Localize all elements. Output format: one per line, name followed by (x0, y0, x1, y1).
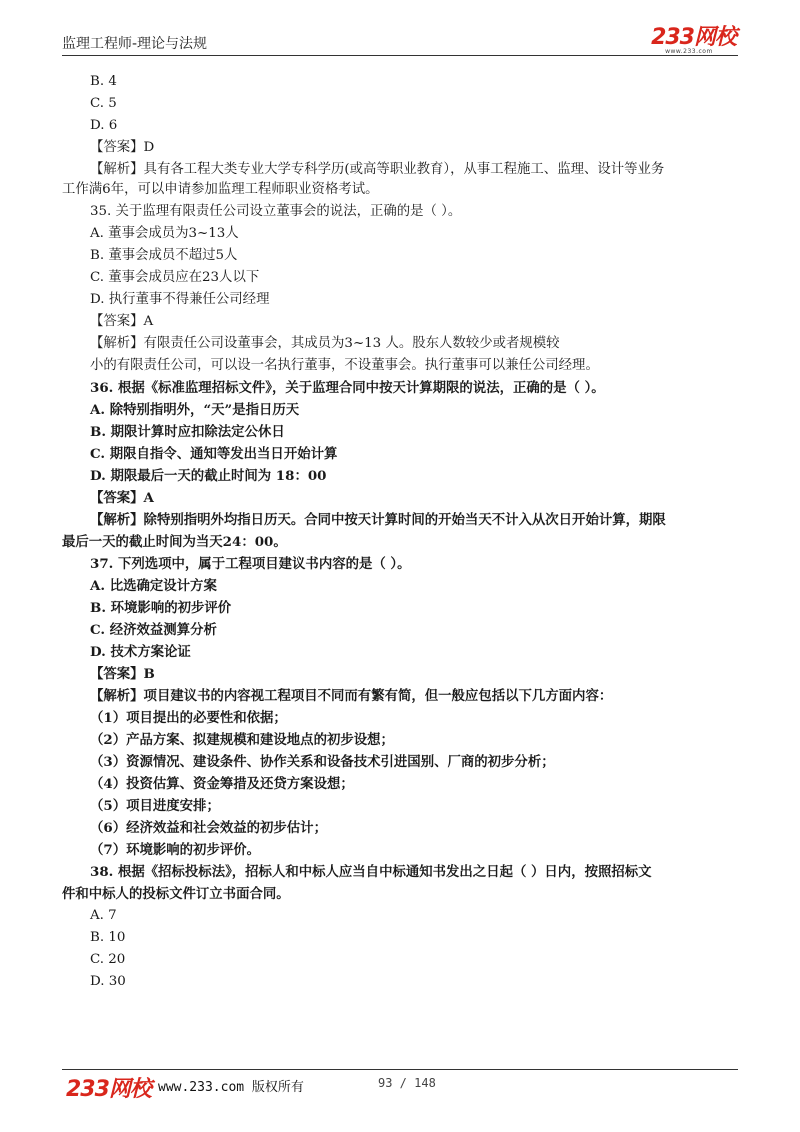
text-line: D. 执行董事不得兼任公司经理 (90, 292, 270, 307)
text-line: 【答案】A (90, 490, 154, 506)
text-line: B. 4 (90, 74, 117, 89)
text-line: （2）产品方案、拟建规模和建设地点的初步设想； (90, 732, 394, 748)
text-line: （5）项目进度安排； (90, 798, 220, 814)
text-line: （6）经济效益和社会效益的初步估计； (90, 820, 327, 836)
text-line: 【解析】除特别指明外均指日历天。合同中按天计算时间的开始当天不计入从次日开始计算，期限 (90, 512, 666, 528)
text-line: 36. 根据《标准监理招标文件》，关于监理合同中按天计算期限的说法，正确的是（ ）。 (90, 380, 605, 396)
text-line: D. 30 (90, 974, 126, 989)
text-line: 【解析】项目建议书的内容视工程项目不同而有繁有简，但一般应包括以下几方面内容： (90, 688, 613, 704)
page-header (0, 0, 800, 60)
text-line: 件和中标人的投标文件订立书面合同。 (62, 886, 290, 902)
text-line: C. 经济效益测算分析 (90, 622, 217, 638)
brand-logo-text: 233网校 (651, 25, 736, 50)
text-line: 【答案】A (90, 314, 154, 329)
text-line: 小的有限责任公司，可以设一名执行董事，不设董事会。执行董事可以兼任公司经理。 (90, 358, 599, 373)
text-line: B. 10 (90, 930, 126, 945)
text-line: 37. 下列选项中，属于工程项目建议书内容的是（ ）。 (90, 556, 411, 572)
text-line: D. 期限最后一天的截止时间为 18：00 (90, 468, 327, 484)
page-footer (0, 1060, 800, 1120)
text-line: （7）环境影响的初步评价。 (90, 842, 261, 858)
text-line: （3）资源情况、建设条件、协作关系和设备技术引进国别、厂商的初步分析； (90, 754, 555, 770)
text-line: A. 除特别指明外，“天”是指日历天 (90, 402, 300, 418)
footer-copyright: www.233.com 版权所有 (158, 1080, 304, 1095)
text-line: 最后一天的截止时间为当天24：00。 (62, 534, 287, 550)
footer-divider (62, 1069, 738, 1070)
text-line: 【解析】具有各工程大类专业大学专科学历(或高等职业教育），从事工程施工、监理、设计等业务 (90, 162, 665, 177)
text-line: （1）项目提出的必要性和依据； (90, 710, 287, 726)
footer-logo (66, 1072, 151, 1103)
text-line: C. 期限自指令、通知等发出当日开始计算 (90, 446, 338, 462)
text-line: 【答案】D (90, 140, 155, 155)
text-line: C. 董事会成员应在23人以下 (90, 270, 260, 285)
text-line: B. 期限计算时应扣除法定公休日 (90, 424, 285, 440)
text-line: B. 董事会成员不超过5人 (90, 248, 238, 263)
text-line: A. 7 (90, 908, 117, 923)
brand-logo (651, 20, 736, 55)
document-title: 监理工程师-理论与法规 (62, 36, 208, 52)
footer-logo-text: 233网校 (66, 1077, 151, 1102)
header-divider (62, 55, 738, 56)
text-line: D. 技术方案论证 (90, 644, 191, 660)
page-number: 93 / 148 (378, 1076, 436, 1090)
text-line: （4）投资估算、资金筹措及还贷方案设想； (90, 776, 354, 792)
text-line: 38. 根据《招标投标法》，招标人和中标人应当自中标通知书发出之日起（ ）日内，按照招标文 (90, 864, 652, 880)
text-line: 35. 关于监理有限责任公司设立董事会的说法，正确的是（ ）。 (90, 204, 462, 219)
text-line: 【解析】有限责任公司设董事会，其成员为3~13 人。股东人数较少或者规模较 (90, 336, 560, 351)
brand-logo-url: www.233.com (665, 48, 713, 55)
text-line: A. 董事会成员为3~13人 (90, 226, 239, 241)
text-line: C. 20 (90, 952, 126, 967)
text-line: A. 比选确定设计方案 (90, 578, 217, 594)
text-line: B. 环境影响的初步评价 (90, 600, 232, 616)
text-line: 工作满6年，可以申请参加监理工程师职业资格考试。 (62, 182, 379, 197)
text-line: C. 5 (90, 96, 117, 111)
text-line: D. 6 (90, 118, 118, 133)
text-line: 【答案】B (90, 666, 155, 682)
